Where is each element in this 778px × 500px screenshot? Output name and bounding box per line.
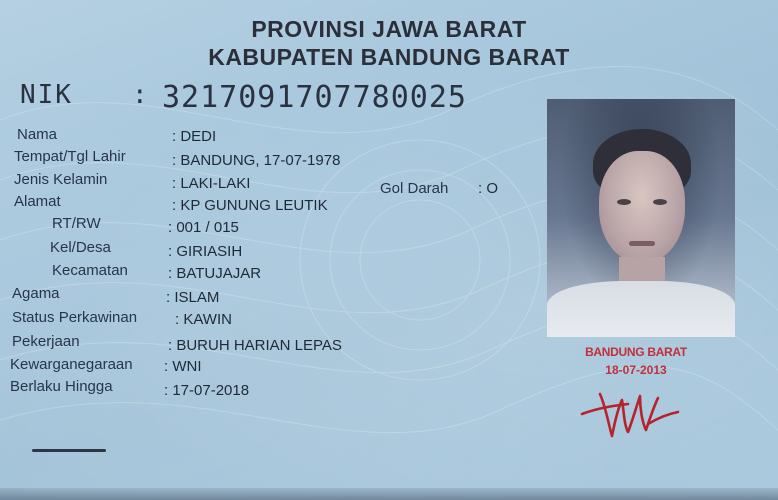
value-status-perkawinan: : KAWIN — [175, 311, 232, 328]
value-kecamatan: : BATUJAJAR — [168, 265, 262, 282]
value-pekerjaan: : BURUH HARIAN LEPAS — [168, 337, 342, 354]
value-berlaku-hingga: : 17-07-2018 — [164, 382, 250, 399]
value-kewarganegaraan: : WNI — [164, 358, 202, 375]
nik-separator: : — [132, 80, 148, 110]
photo-eye-left — [617, 199, 631, 205]
value-rt-rw: : 001 / 015 — [168, 219, 239, 236]
label-nama: Nama — [17, 126, 58, 143]
photo-mouth — [629, 241, 655, 246]
label-berlaku-hingga: Berlaku Hingga — [10, 378, 113, 395]
label-agama: Agama — [12, 285, 60, 302]
value-tempat-tgl-lahir: : BANDUNG, 17-07-1978 — [172, 152, 341, 169]
province-title: PROVINSI JAWA BARAT — [251, 16, 527, 42]
nik-value: 3217091707780025 — [162, 80, 467, 115]
label-kecamatan: Kecamatan — [52, 262, 128, 279]
card-bottom-edge — [0, 488, 778, 500]
photo-face — [599, 151, 685, 263]
label-tempat-tgl-lahir: Tempat/Tgl Lahir — [14, 148, 126, 165]
label-kel-desa: Kel/Desa — [50, 239, 111, 256]
value-alamat: : KP GUNUNG LEUTIK — [172, 197, 328, 214]
label-gol-darah: Gol Darah — [380, 180, 449, 197]
value-gol-darah: : O — [478, 180, 499, 197]
photo-eye-right — [653, 199, 667, 205]
label-status-perkawinan: Status Perkawinan — [12, 309, 138, 326]
label-jenis-kelamin: Jenis Kelamin — [14, 171, 108, 188]
signature — [578, 378, 688, 448]
photo-shirt — [547, 281, 735, 337]
label-pekerjaan: Pekerjaan — [12, 333, 80, 350]
dash-mark — [32, 449, 106, 452]
value-kel-desa: : GIRIASIH — [168, 243, 243, 260]
value-agama: : ISLAM — [166, 289, 220, 306]
label-kewarganegaraan: Kewarganegaraan — [10, 356, 133, 373]
regency-title: KABUPATEN BANDUNG BARAT — [208, 44, 570, 70]
label-alamat: Alamat — [14, 193, 61, 210]
issue-place: BANDUNG BARAT — [585, 345, 687, 359]
holder-photo — [547, 99, 735, 337]
nik-label: NIK — [20, 80, 73, 110]
issue-date: 18-07-2013 — [605, 363, 667, 377]
value-nama: : DEDI — [172, 128, 217, 145]
value-jenis-kelamin: : LAKI-LAKI — [172, 175, 251, 192]
label-rt-rw: RT/RW — [52, 215, 101, 232]
